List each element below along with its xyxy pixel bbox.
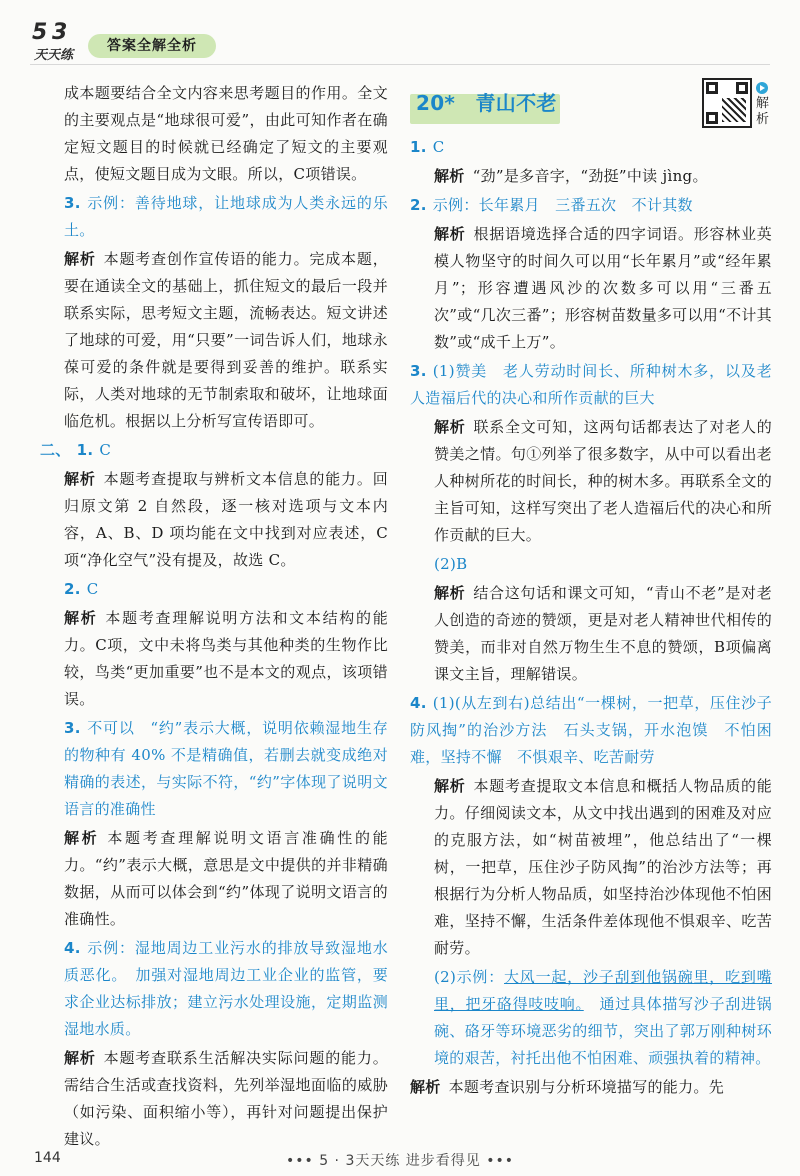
- underlined-quote: 大风一起，沙子刮到他锅碗里，吃到嘴里，把牙硌得吱吱响。: [434, 968, 772, 1013]
- answer-r-3-1: 3. (1)赞美 老人劳动时间长、所种树木多，以及老人造福后代的决心和所作贡献的巨大: [410, 362, 772, 407]
- page-header: [0, 0, 800, 70]
- answer-r-2: 2. 示例：长年累月 三番五次 不计其数: [410, 196, 693, 214]
- footer-slogan: ••• 5 · 3天天练 进步看得见 •••: [285, 1153, 515, 1169]
- continued-paragraph: 成本题要结合全文内容来思考题目的作用。全文的主要观点是“地球很可爱”，由此可知作者在确定短文题目的时候就已经确定了短文的主要观点，使短文题目成为文眼。所以，C项错误。: [64, 84, 388, 183]
- lesson-title-block: [410, 80, 772, 130]
- answer-r-1: 1. C: [410, 138, 445, 156]
- qr-label: 解析: [756, 96, 770, 127]
- section-tag: 答案全解全析: [88, 34, 216, 58]
- logo-digit-5: 5: [32, 20, 48, 45]
- right-column: [410, 80, 772, 1103]
- analysis-r-3-2: 解析 结合这句话和课文可知，“青山不老”是对老人创造的奇迹的赞颂，更是对老人精神世代相传的赞美，而非对自然万物生生不息的赞颂，B项偏离课文主旨，理解错误。: [434, 584, 772, 683]
- analysis-r-4-2: 解析 本题考查识别与分析环境描写的能力。先: [410, 1078, 725, 1096]
- answer-2-2: 2. C: [64, 580, 99, 598]
- analysis-r-4-1: 解析 本题考查提取文本信息和概括人物品质的能力。仔细阅读文本，从文中找出遇到的困难及对应的克服方法，如“树苗被埋”，他总结出了“一棵树，一把草，压住沙子防风掏”的治沙方法等；再根据行为分析人物品质，如坚持治沙体现他不怕困难，坚持不懈，生活条件差体现他不惧艰辛、吃苦耐劳。: [434, 777, 773, 957]
- analysis-2-3: 解析 本题考查理解说明文语言准确性的能力。“约”表示大概，意思是文中提供的并非精确数据，从而可以体会到“约”体现了说明文语言的准确性。: [64, 829, 388, 928]
- analysis-3: 解析 本题考查创作宣传语的能力。完成本题，要在通读全文的基础上，抓住短文的最后一段并联系实际，思考短文主题，流畅表达。短文讲述了地球的可爱，用“只要”一词告诉人们，地球永葆可爱的条件就是要得到妥善的维护。联系实际，人类对地球的无节制索取和破坏，让地球面临危机。根据以上分析写宣传语即可。: [64, 250, 388, 430]
- lesson-title: 20* 青山不老: [416, 91, 557, 115]
- analysis-r-2: 解析 根据语境选择合适的四字词语。形容林业英模人物坚守的时间久可以用“长年累月”或“经年累月”；形容遭遇风沙的次数多可以用“三番五次”或“几次三番”；形容树苗数量多可以用“不计其数”或“成千上万”。: [434, 225, 773, 351]
- page-footer: [0, 1148, 800, 1172]
- answer-r-4-1: 4. (1)(从左到右)总结出“一棵树，一把草，压住沙子防风掏”的治沙方法 石头支锅，开水泡馍 不怕困难，坚持不懈 不惧艰辛、吃苦耐劳: [410, 694, 772, 766]
- header-divider: [30, 64, 770, 65]
- answer-3-slogan: 3. 示例：善待地球，让地球成为人类永远的乐土。: [64, 194, 388, 239]
- qr-code-icon[interactable]: [702, 78, 752, 128]
- analysis-r-3-1: 解析 联系全文可知，这两句话都表达了对老人的赞美之情。句①列举了很多数字，从中可以看出老人种树所花的时间长，种的树木多。再联系全文的主旨可知，这样写突出了老人造福后代的决心和所作贡献的巨大。: [434, 418, 773, 544]
- play-icon[interactable]: [756, 82, 768, 94]
- analysis-2-1: 解析 本题考查提取与辨析文本信息的能力。回归原文第 2 自然段，逐一核对选项与文本内容，A、B、D 项均能在文中找到对应表述，C项“净化空气”没有提及，故选 C。: [64, 470, 388, 569]
- answer-2-3: 3. 不可以 “约”表示大概，说明依赖湿地生存的物种有 40% 不是精确值，若删去就变成绝对精确的表述，与实际不符，“约”字体现了说明文语言的准确性: [64, 719, 388, 818]
- analysis-2-4: 解析 本题考查联系生活解决实际问题的能力。需结合生活或查找资料，先列举湿地面临的威胁（如污染、面积缩小等），再针对问题提出保护建议。: [64, 1049, 388, 1148]
- analysis-r-1: 解析 “劲”是多音字，“劲挺”中读 jìng。: [434, 167, 708, 185]
- left-column: [40, 80, 388, 1155]
- logo-subtitle: 天天练: [34, 48, 74, 63]
- answer-r-3-2: (2)B: [434, 555, 468, 573]
- answer-r-4-2: (2)示例：大风一起，沙子刮到他锅碗里，吃到嘴里，把牙硌得吱吱响。 通过具体描写沙子刮进锅碗、硌牙等环境恶劣的细节，突出了郭万刚种树环境的艰苦，衬托出他不怕困难、顽强执着的精神。: [434, 968, 772, 1067]
- analysis-2-2: 解析 本题考查理解说明方法和文本结构的能力。C项，文中未将鸟类与其他种类的生物作比较，鸟类“更加重要”也不是本文的观点，该项错误。: [64, 609, 388, 708]
- page-number: 144: [34, 1150, 61, 1166]
- answer-2-4: 4. 示例：湿地周边工业污水的排放导致湿地水质恶化。 加强对湿地周边工业企业的监管，要求企业达标排放；建立污水处理设施，定期监测湿地水质。: [64, 939, 388, 1038]
- logo-digit-3: 3: [52, 20, 68, 45]
- answer-2-1: 二、 1. C: [40, 441, 112, 459]
- brand-logo: [30, 22, 80, 68]
